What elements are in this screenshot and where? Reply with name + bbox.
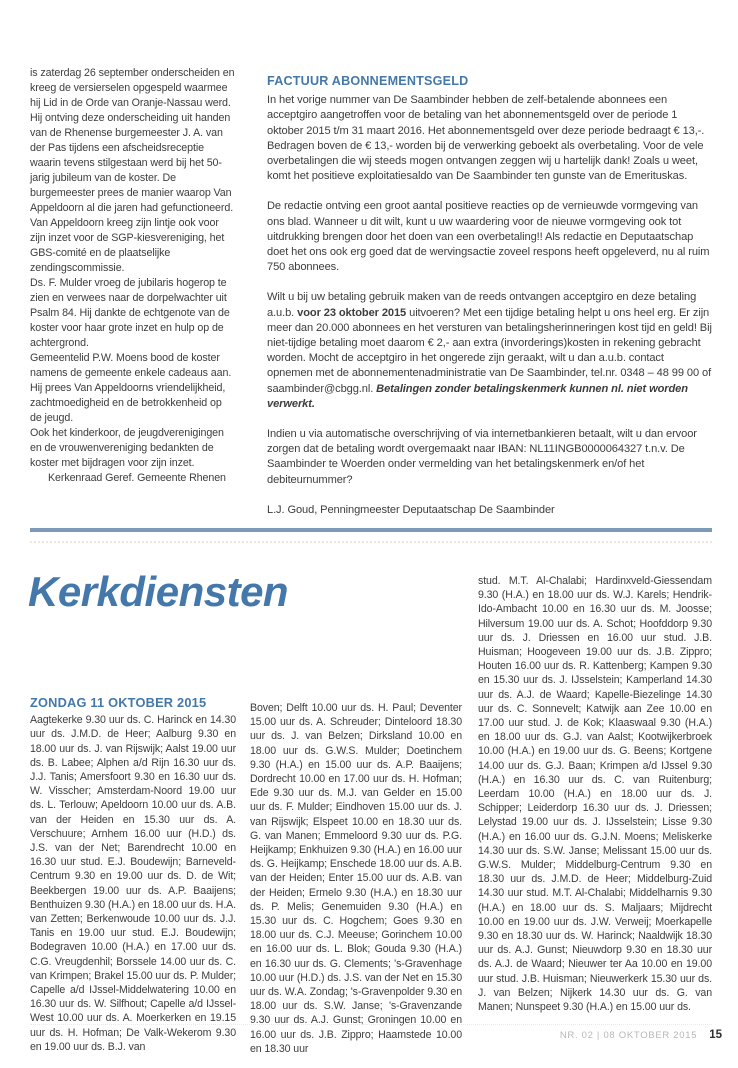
kerkdiensten-section-title: Kerkdiensten bbox=[28, 568, 289, 615]
invoice-article-title: FACTUUR ABONNEMENTSGELD bbox=[267, 74, 469, 88]
page-footer bbox=[560, 1029, 722, 1041]
invoice-signature: L.J. Goud, Penningmeester Deputaatschap De Saambinder bbox=[267, 503, 555, 516]
payment-warning: Betalingen zonder betalingskenmerk kunnen nl. niet worden verwerkt. bbox=[267, 382, 688, 410]
article-paragraph: Ook het kinderkoor, de jeugdverenigingen en de vrouwenvereniging bedankten de koster met bijdragen voor zijn inzet. bbox=[30, 427, 224, 469]
article-signature: Kerkenraad Geref. Gemeente Rhenen bbox=[48, 472, 226, 484]
services-listing-text: Aagtekerke 9.30 uur ds. C. Harinck en 14.30 uur ds. J.M.D. de Heer; Aalburg 9.30 en 18.00 uur ds. J. van Rijswijk; Aalst 19.00 uur ds. B. Labee; Alphen a/d Rijn 16.30 uur ds. J.J. Tanis; Amersfoort 9.30 en 16.30 uur ds. W. Visscher; Amsterdam-Noord 19.00 uur ds. L. Terlouw; Apeldoorn 10.00 uur ds. A.B. van der Heiden en 15.30 uur ds. A. Verschuure; Arnhem 16.00 uur (H.D.) ds. J.S. van der Net; Barendrecht 10.00 en 16.30 uur stud. E.J. Boudewijn; Barneveld-Centrum 9.30 en 19.00 uur ds. D. de Wit; Beekbergen 19.00 uur ds. A.P. Baaijens; Benthuizen 9.30 (H.A.) en 18.00 uur ds. H.A. van Zetten; Berkenwoude 10.00 uur ds. J.J. Tanis en 19.00 uur stud. E.J. Boudewijn; Bodegraven 10.00 (H.A.) en 17.00 uur ds. C.G. Vreugdenhil; Borssele 14.00 uur ds. C. van Krimpen; Brakel 15.00 uur ds. P. Mulder; Capelle a/d IJssel-Middelwatering 10.00 en 16.30 uur ds. W. Silfhout; Capelle a/d IJssel-West 10.00 uur ds. A. Moerkerken en 19.15 uur ds. H. Hofman; De Valk-Wekerom 9.30 en 19.00 uur ds. B.J. van bbox=[30, 714, 236, 1053]
section-divider-line bbox=[30, 528, 712, 532]
invoice-article bbox=[267, 74, 712, 533]
article-paragraph: is zaterdag 26 september onderscheiden en kreeg de versierselen opgespeld waarmee hij Lid in de Orde van Oranje-Nassau werd. Hij ontving deze onderscheiding uit handen van de Rhenense burgemeester J. A. van der Pas tijdens een afscheidsreceptie waarin tevens stilgestaan werd bij het 50-jarig jubileum van de koster. De burgemeester prees de manier waarop Van Appeldoorn al die jaren had gefunctioneerd. Van Appeldoorn kreeg zijn lintje ook voor zijn inzet voor de SGP-kiesvereniging, het GBS-comité en de plaatselijke zendingscommissie. bbox=[30, 67, 235, 274]
services-listing-text: stud. M.T. Al-Chalabi; Hardinxveld-Giessendam 9.30 (H.A.) en 18.00 uur ds. W.J. Karels; Hendrik-Ido-Ambacht 10.00 en 16.30 uur ds. M. Joosse; Hilversum 19.00 uur ds. A. Schot; Hoofddorp 9.30 uur ds. J. Driessen en 16.00 uur stud. J.B. Huisman; Hoogeveen 19.00 uur ds. J.B. Zippro; Houten 16.00 uur ds. R. Kattenberg; Kampen 9.30 en 15.30 uur ds. J. IJsselstein; Kamperland 14.30 uur ds. A.J. de Waard; Kapelle-Biezelinge 14.30 uur ds. C. Sonnevelt; Katwijk aan Zee 10.00 en 17.00 uur stud. J. de Kok; Klaaswaal 9.30 (H.A.) en 18.00 uur ds. G.J. van Aalst; Kootwijkerbroek 10.00 (H.A.) en 19.00 uur ds. G. Beens; Kortgene 14.00 uur ds. G.J. Baan; Krimpen a/d IJssel 9.30 (H.A.) en 16.30 uur ds. C. van Ruitenburg; Leerdam 10.00 (H.A.) en 18.00 uur ds. J. Schipper; Leiderdorp 16.30 uur ds. J. Driessen; Lelystad 19.00 uur ds. J. IJsselstein; Lisse 9.30 (H.A.) en 16.00 uur ds. G.J.N. Moens; Meliskerke 14.30 uur ds. S.W. Janse; Melissant 15.00 uur ds. G.W.S. Mulder; Middelburg-Centrum 9.30 en 18.30 uur ds. J.M.D. de Heer; Middelburg-Zuid 14.30 uur stud. M.T. Al-Chalabi; Middelharnis 9.30 (H.A.) en 18.00 uur ds. S. Maljaars; Mijdrecht 10.00 en 19.00 uur ds. J.W. Verweij; Moerkapelle 9.30 en 18.30 uur ds. W. Harinck; Naaldwijk 18.30 uur ds. A.J. Gunst; Nieuwdorp 9.30 en 18.30 uur ds. A.J. de Waard; Nieuwer ter Aa 10.00 en 19.00 uur stud. J.B. Huisman; Nieuwerkerk 15.30 uur ds. J. van Belzen; Nijkerk 14.30 uur ds. G. van Manen; Nunspeet 9.30 (H.A.) en 15.00 uur ds. bbox=[478, 575, 712, 1014]
footer-dotted-rule bbox=[30, 1024, 712, 1025]
payment-deadline: voor 23 oktober 2015 bbox=[297, 306, 407, 319]
invoice-paragraph bbox=[267, 290, 712, 412]
service-date-heading: ZONDAG 11 OKTOBER 2015 bbox=[30, 695, 207, 710]
issue-info: NR. 02 | 08 OKTOBER 2015 bbox=[559, 1030, 698, 1041]
koster-article-column bbox=[30, 66, 236, 486]
invoice-paragraph: Indien u via automatische overschrijving of via internetbankieren betaalt, wilt u dan ervoor zorgen dat de betaling wordt overgemaakt naar IBAN: NL11INGB0000064327 t.n.v. De Saambinder te Woerden onder vermelding van het betalingskenmerk en/of het debiteurnummer? bbox=[267, 428, 697, 486]
services-column-2 bbox=[250, 701, 462, 1056]
invoice-paragraph-text: Wilt u bij uw betaling gebruik maken van de reeds ontvangen acceptgiro en deze betaling a.u.b. bbox=[267, 291, 697, 319]
services-listing-text: Boven; Delft 10.00 uur ds. H. Paul; Deventer 15.00 uur ds. A. Schreuder; Dinteloord 18.30 uur ds. J. van Belzen; Dirksland 10.00 en 18.00 uur ds. G.W.S. Mulder; Doetinchem 9.30 (H.A.) en 15.00 uur ds. A.P. Baaijens; Dordrecht 10.00 en 17.00 uur ds. H. Hofman; Ede 9.30 uur ds. M.J. van Gelder en 15.00 uur ds. F. Mulder; Eindhoven 15.00 uur ds. J. van Rijswijk; Elspeet 10.00 en 18.30 uur ds. G. van Manen; Emmeloord 9.30 uur ds. P.G. Heijkamp; Enkhuizen 9.30 (H.A.) en 16.00 uur ds. G. Heijkamp; Enschede 18.00 uur ds. A.B. van der Heiden; Enter 15.00 uur ds. A.B. van der Heiden; Ermelo 9.30 (H.A.) en 18.30 uur ds. P. Melis; Genemuiden 9.30 (H.A.) en 15.30 uur ds. C. Hogchem; Goes 9.30 en 18.00 uur ds. C.J. Meeuse; Gorinchem 10.00 en 16.00 uur ds. L. Blok; Gouda 9.30 (H.A.) en 16.30 uur ds. G. Clements; 's-Gravenhage 10.00 uur (H.D.) ds. J.S. van der Net en 15.30 uur ds. W.A. Zondag; 's-Gravenpolder 9.30 en 18.00 uur ds. S.W. Janse; 's-Gravenzande 9.30 uur ds. A.J. Gunst; Groningen 10.00 en 16.00 uur ds. J.B. Zippro; Haamstede 10.00 en 18.30 uur bbox=[250, 702, 462, 1055]
services-column-1 bbox=[30, 696, 236, 1054]
invoice-paragraph: De redactie ontving een groot aantal positieve reacties op de vernieuwde vormgeving van ons blad. Wanneer u dit wilt, kunt u uw waardering voor de nieuwe vormgeving ook tot uitdrukking brengen door het doen van een overbetaling!! Als redactie en Deputaatschap doet het ons ook erg goed dat de wervingsactie zoveel respons heeft opgeleverd, nu al ruim 750 abonnees. bbox=[267, 200, 710, 274]
page-number: 15 bbox=[709, 1029, 722, 1041]
services-column-3 bbox=[478, 574, 712, 1014]
invoice-paragraph: In het vorige nummer van De Saambinder hebben de zelf-betalende abonnees een acceptgiro aangetroffen voor de betaling van het abonnementsgeld over de periode 1 oktober 2015 t/m 31 maart 2016. Het abonnementsgeld over deze periode bedraagt € 13,-. Bedragen boven de € 13,- worden bij de verwerking geboekt als overbetaling. Voor de vele overbetalingen die wij steeds mogen ontvangen zeggen wij u hartelijk dank! Zoals u weet, komt het positieve exploitatiesaldo van De Saambinder ten gunste van de Emerituskas. bbox=[267, 94, 705, 183]
invoice-paragraph-text: uitvoeren? Met een tijdige betaling helpt u ons heel erg. Er zijn meer dan 20.000 abonnees en het versturen van betalingsherinneringen kost tijd en geld! Bij niet-tijdige betaling moet daarom € 2,- aan extra (invorderings)kosten in rekening gebracht worden. Mocht de acceptgiro in het ongerede zijn geraakt, wilt u dan a.u.b. contact opnemen met de abonnementenadministratie van De Saambinder, tel.nr. 0348 – 48 99 00 of saambinder@cbgg.nl. bbox=[267, 306, 712, 395]
article-paragraph: Gemeentelid P.W. Moens bood de koster namens de gemeente enkele cadeaus aan. Hij prees Van Appeldoorns vriendelijkheid, zachtmoedigheid en de betrokkenheid op de jeugd. bbox=[30, 352, 232, 424]
dotted-rule bbox=[30, 541, 712, 543]
article-paragraph: Ds. F. Mulder vroeg de jubilaris hogerop te zien en verwees naar de dorpelwachter uit Psalm 84. Hij dankte de echtgenote van de koster voor haar grote inzet en hulp op de achtergrond. bbox=[30, 277, 230, 349]
